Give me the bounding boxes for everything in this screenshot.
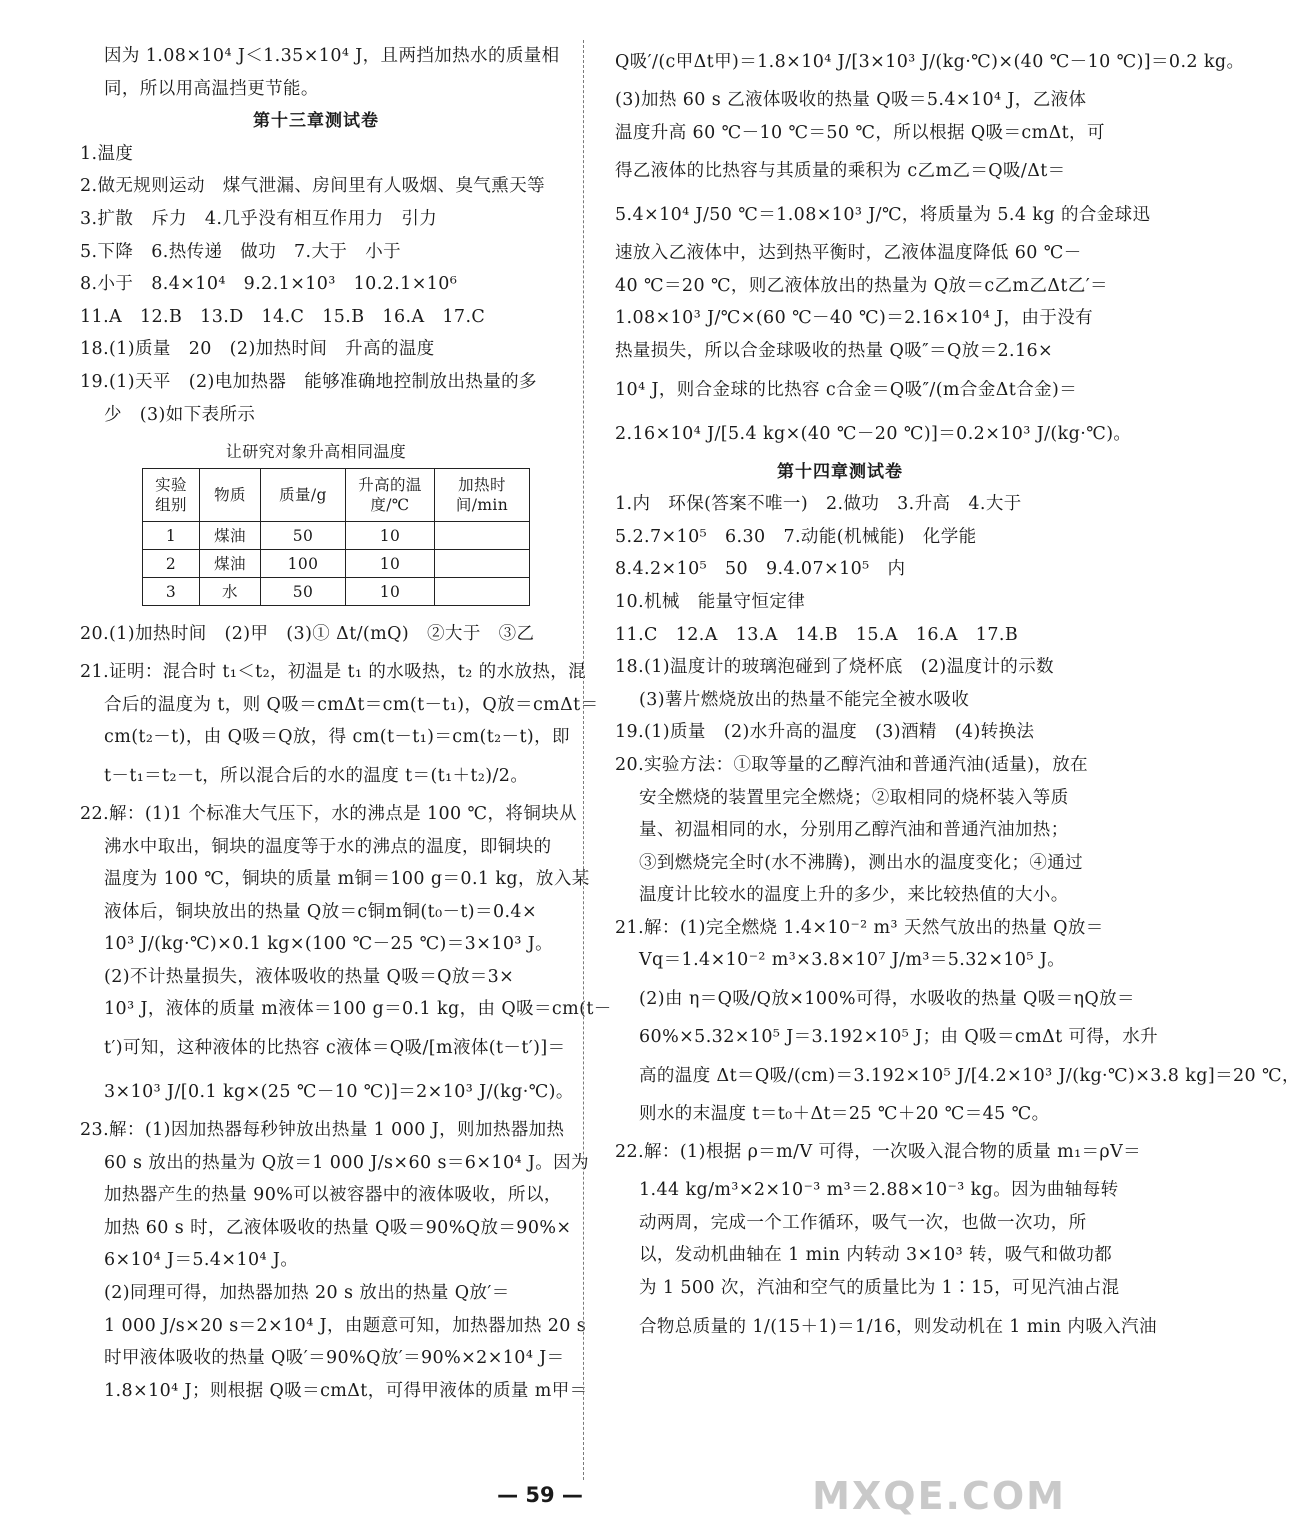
answer-line: (3)加热 60 s 乙液体吸收的热量 Q吸＝5.4×10⁴ J，乙液体: [615, 90, 1087, 110]
answer-line: 11.C 12.A 13.A 14.B 15.A 16.A 17.B: [615, 624, 1019, 645]
answer-line: 1.08×10³ J/℃×(60 ℃－40 ℃)＝2.16×10⁴ J，由于没有: [615, 308, 1094, 329]
answer-line: 量、初温相同的水，分别用乙醇汽油和普通汽油加热；: [639, 820, 1069, 841]
table-header-cell: 质量/g: [261, 469, 346, 522]
table-row: [143, 522, 530, 550]
answer-line: cm(t₂－t)，由 Q吸＝Q放，得 cm(t－t₁)＝cm(t₂－t)，即: [104, 727, 570, 748]
answer-line: 19.(1)天平 (2)电加热器 能够准确地控制放出热量的多: [80, 371, 537, 392]
table-cell: 2: [143, 550, 200, 578]
answer-line: Q吸′/(c甲Δt甲)＝1.8×10⁴ J/[3×10³ J/(kg·℃)×(40 ℃－10 ℃)]＝0.2 kg。: [615, 52, 1245, 72]
answer-line: 3×10³ J/[0.1 kg×(25 ℃－10 ℃)]＝2×10³ J/(kg·℃)。: [104, 1082, 574, 1103]
answer-line: 5.4×10⁴ J/50 ℃＝1.08×10³ J/℃，将质量为 5.4 kg 的合金球迅: [615, 205, 1151, 226]
answer-line: 得乙液体的比热容与其质量的乘积为 c乙m乙＝Q吸/Δt＝: [615, 161, 1066, 182]
table-cell: 10: [346, 550, 435, 578]
table-cell: 50: [261, 522, 346, 550]
answer-line: 时甲液体吸收的热量 Q吸′＝90%Q放′＝90%×2×10⁴ J＝: [104, 1348, 565, 1369]
answer-line: 为 1 500 次，汽油和空气的质量比为 1∶15，可见汽油占混: [639, 1278, 1120, 1299]
text-line: 同，所以用高温挡更节能。: [104, 78, 319, 99]
answer-line: 5.下降 6.热传递 做功 7.大于 小于: [80, 241, 401, 262]
answer-line: (2)不计热量损失，液体吸收的热量 Q吸＝Q放＝3×: [104, 966, 515, 987]
answer-line: 少 (3)如下表所示: [104, 404, 256, 425]
answer-line: 18.(1)温度计的玻璃泡碰到了烧杯底 (2)温度计的示数: [615, 657, 1055, 678]
answer-line: 6×10⁴ J＝5.4×10⁴ J。: [104, 1250, 299, 1271]
answer-line: 1 000 J/s×20 s＝2×10⁴ J，由题意可知，加热器加热 20 s: [104, 1315, 587, 1336]
answer-line: 1.44 kg/m³×2×10⁻³ m³＝2.88×10⁻³ kg。因为曲轴每转: [639, 1180, 1119, 1201]
answer-line: 8.小于 8.4×10⁴ 9.2.1×10³ 10.2.1×10⁶: [80, 274, 458, 295]
answer-line: 8.4.2×10⁵ 50 9.4.07×10⁵ 内: [615, 559, 906, 580]
site-watermark: MXQE.COM: [812, 1474, 1066, 1518]
table-header-cell: 实验组别: [143, 469, 200, 522]
answer-line: 3.扩散 斥力 4.几乎没有相互作用力 引力: [80, 208, 438, 229]
answer-line: 安全燃烧的装置里完全燃烧；②取相同的烧杯装入等质: [639, 787, 1069, 808]
answer-line: 温度为 100 ℃，铜块的质量 m铜＝100 g＝0.1 kg，放入某: [104, 869, 590, 890]
answer-line: 速放入乙液体中，达到热平衡时，乙液体温度降低 60 ℃－: [615, 243, 1082, 264]
answer-line: 温度计比较水的温度上升的多少，来比较热值的大小。: [639, 885, 1069, 906]
chapter-13-title: 第十三章测试卷: [253, 111, 379, 132]
table-header-cell: 物质: [200, 469, 261, 522]
answer-line: 1.温度: [80, 143, 134, 164]
answer-line: 2.16×10⁴ J/[5.4 kg×(40 ℃－20 ℃)]＝0.2×10³ J/(kg·℃)。: [615, 423, 1132, 444]
answer-line: 11.A 12.B 13.D 14.C 15.B 16.A 17.C: [80, 306, 486, 327]
answer-line: 1.内 环保(答案不唯一) 2.做功 3.升高 4.大于: [615, 494, 1022, 515]
table-cell: 1: [143, 522, 200, 550]
answer-line: 21.证明：混合时 t₁＜t₂，初温是 t₁ 的水吸热，t₂ 的水放热，混: [80, 662, 587, 683]
answer-line: 40 ℃＝20 ℃，则乙液体放出的热量为 Q放＝c乙m乙Δt乙′＝: [615, 275, 1108, 296]
answer-line: 液体后，铜块放出的热量 Q放＝c铜m铜(t₀－t)＝0.4×: [104, 901, 538, 922]
answer-line: (3)薯片燃烧放出的热量不能完全被水吸收: [639, 689, 970, 710]
table-cell: 3: [143, 578, 200, 606]
table-cell: 10: [346, 522, 435, 550]
table-cell: 水: [200, 578, 261, 606]
table-cell: 煤油: [200, 522, 261, 550]
answer-line: 热量损失，所以合金球吸收的热量 Q吸″＝Q放＝2.16×: [615, 340, 1054, 361]
page-number: — 59 —: [497, 1483, 583, 1507]
chapter-14-title: 第十四章测试卷: [777, 461, 903, 482]
answer-line: 加热器产生的热量 90%可以被容器中的液体吸收，所以，: [104, 1185, 562, 1206]
answer-line: 10³ J/(kg·℃)×0.1 kg×(100 ℃－25 ℃)＝3×10³ J。: [104, 934, 554, 955]
table-row: [143, 550, 530, 578]
table-cell: 50: [261, 578, 346, 606]
answer-line: 20.(1)加热时间 (2)甲 (3)① Δt/(mQ) ②大于 ③乙: [80, 624, 535, 645]
answer-line: 合后的温度为 t，则 Q吸＝cmΔt＝cm(t－t₁)，Q放＝cmΔt＝: [104, 694, 599, 715]
table-caption: 让研究对象升高相同温度: [225, 442, 407, 462]
answer-line: 10³ J，液体的质量 m液体＝100 g＝0.1 kg，由 Q吸＝cm(t－: [104, 999, 612, 1020]
table-cell: [435, 578, 530, 606]
answer-line: 22.解：(1)根据 ρ＝m/V 可得，一次吸入混合物的质量 m₁＝ρV＝: [615, 1142, 1142, 1163]
answer-line: 1.8×10⁴ J；则根据 Q吸＝cmΔt，可得甲液体的质量 m甲＝: [104, 1380, 588, 1401]
table-cell: [435, 522, 530, 550]
answer-line: 60%×5.32×10⁵ J＝3.192×10⁵ J；由 Q吸＝cmΔt 可得，水升: [639, 1027, 1159, 1048]
answer-line: 21.解：(1)完全燃烧 1.4×10⁻² m³ 天然气放出的热量 Q放＝: [615, 917, 1104, 938]
experiment-table: [142, 468, 530, 606]
answer-line: 23.解：(1)因加热器每秒钟放出热量 1 000 J，则加热器加热: [80, 1120, 565, 1141]
table-cell: 煤油: [200, 550, 261, 578]
answer-line: 以，发动机曲轴在 1 min 内转动 3×10³ 转，吸气和做功都: [639, 1245, 1113, 1266]
answer-line: 沸水中取出，铜块的温度等于水的沸点的温度，即铜块的: [104, 836, 552, 857]
answer-line: 19.(1)质量 (2)水升高的温度 (3)酒精 (4)转换法: [615, 722, 1035, 743]
text-line: 因为 1.08×10⁴ J＜1.35×10⁴ J，且两挡加热水的质量相: [104, 46, 560, 66]
answer-line: (2)同理可得，加热器加热 20 s 放出的热量 Q放′＝: [104, 1283, 510, 1304]
answer-line: 温度升高 60 ℃－10 ℃＝50 ℃，所以根据 Q吸＝cmΔt，可: [615, 122, 1105, 143]
answer-line: 5.2.7×10⁵ 6.30 7.动能(机械能) 化学能: [615, 526, 977, 547]
answer-line: t′)可知，这种液体的比热容 c液体＝Q吸/[m液体(t－t′)]＝: [104, 1038, 566, 1059]
answer-line: 2.做无规则运动 煤气泄漏、房间里有人吸烟、臭气熏天等: [80, 176, 545, 197]
answer-line: t－t₁＝t₂－t，所以混合后的水的温度 t＝(t₁＋t₂)/2。: [104, 765, 529, 786]
answer-line: 高的温度 Δt＝Q吸/(cm)＝3.192×10⁵ J/[4.2×10³ J/(kg·℃)×3.8 kg]＝20 ℃，: [639, 1065, 1300, 1086]
table-header-cell: 升高的温度/℃: [346, 469, 435, 522]
answer-line: (2)由 η＝Q吸/Q放×100%可得，水吸收的热量 Q吸＝ηQ放＝: [639, 989, 1135, 1010]
right-column: [615, 40, 1300, 1349]
answer-line: Vq＝1.4×10⁻² m³×3.8×10⁷ J/m³＝5.32×10⁵ J。: [639, 950, 1066, 971]
answer-line: 合物总质量的 1/(15＋1)＝1/16，则发动机在 1 min 内吸入汽油: [639, 1316, 1157, 1337]
answer-line: 加热 60 s 时，乙液体吸收的热量 Q吸＝90%Q放＝90%×: [104, 1217, 572, 1238]
table-header-cell: 加热时间/min: [435, 469, 530, 522]
answer-line: 动两周，完成一个工作循环，吸气一次，也做一次功，所: [639, 1212, 1087, 1233]
column-divider: [583, 40, 584, 1480]
answer-line: 18.(1)质量 20 (2)加热时间 升高的温度: [80, 339, 435, 360]
table-cell: 100: [261, 550, 346, 578]
answer-line: 则水的末温度 t＝t₀＋Δt＝25 ℃＋20 ℃＝45 ℃。: [639, 1103, 1050, 1124]
answer-line: ③到燃烧完全时(水不沸腾)，测出水的温度变化；④通过: [639, 852, 1084, 873]
table-cell: [435, 550, 530, 578]
answer-line: 10.机械 能量守恒定律: [615, 591, 806, 612]
answer-line: 22.解：(1)1 个标准大气压下，水的沸点是 100 ℃，将铜块从: [80, 803, 578, 824]
answer-line: 60 s 放出的热量为 Q放＝1 000 J/s×60 s＝6×10⁴ J。因为: [104, 1152, 589, 1173]
left-column: [80, 40, 612, 1407]
table-row: [143, 578, 530, 606]
table-header-row: [143, 469, 530, 522]
answer-line: 20.实验方法：①取等量的乙醇汽油和普通汽油(适量)，放在: [615, 754, 1089, 775]
answer-line: 10⁴ J，则合金球的比热容 c合金＝Q吸″/(m合金Δt合金)＝: [615, 379, 1078, 400]
table-cell: 10: [346, 578, 435, 606]
